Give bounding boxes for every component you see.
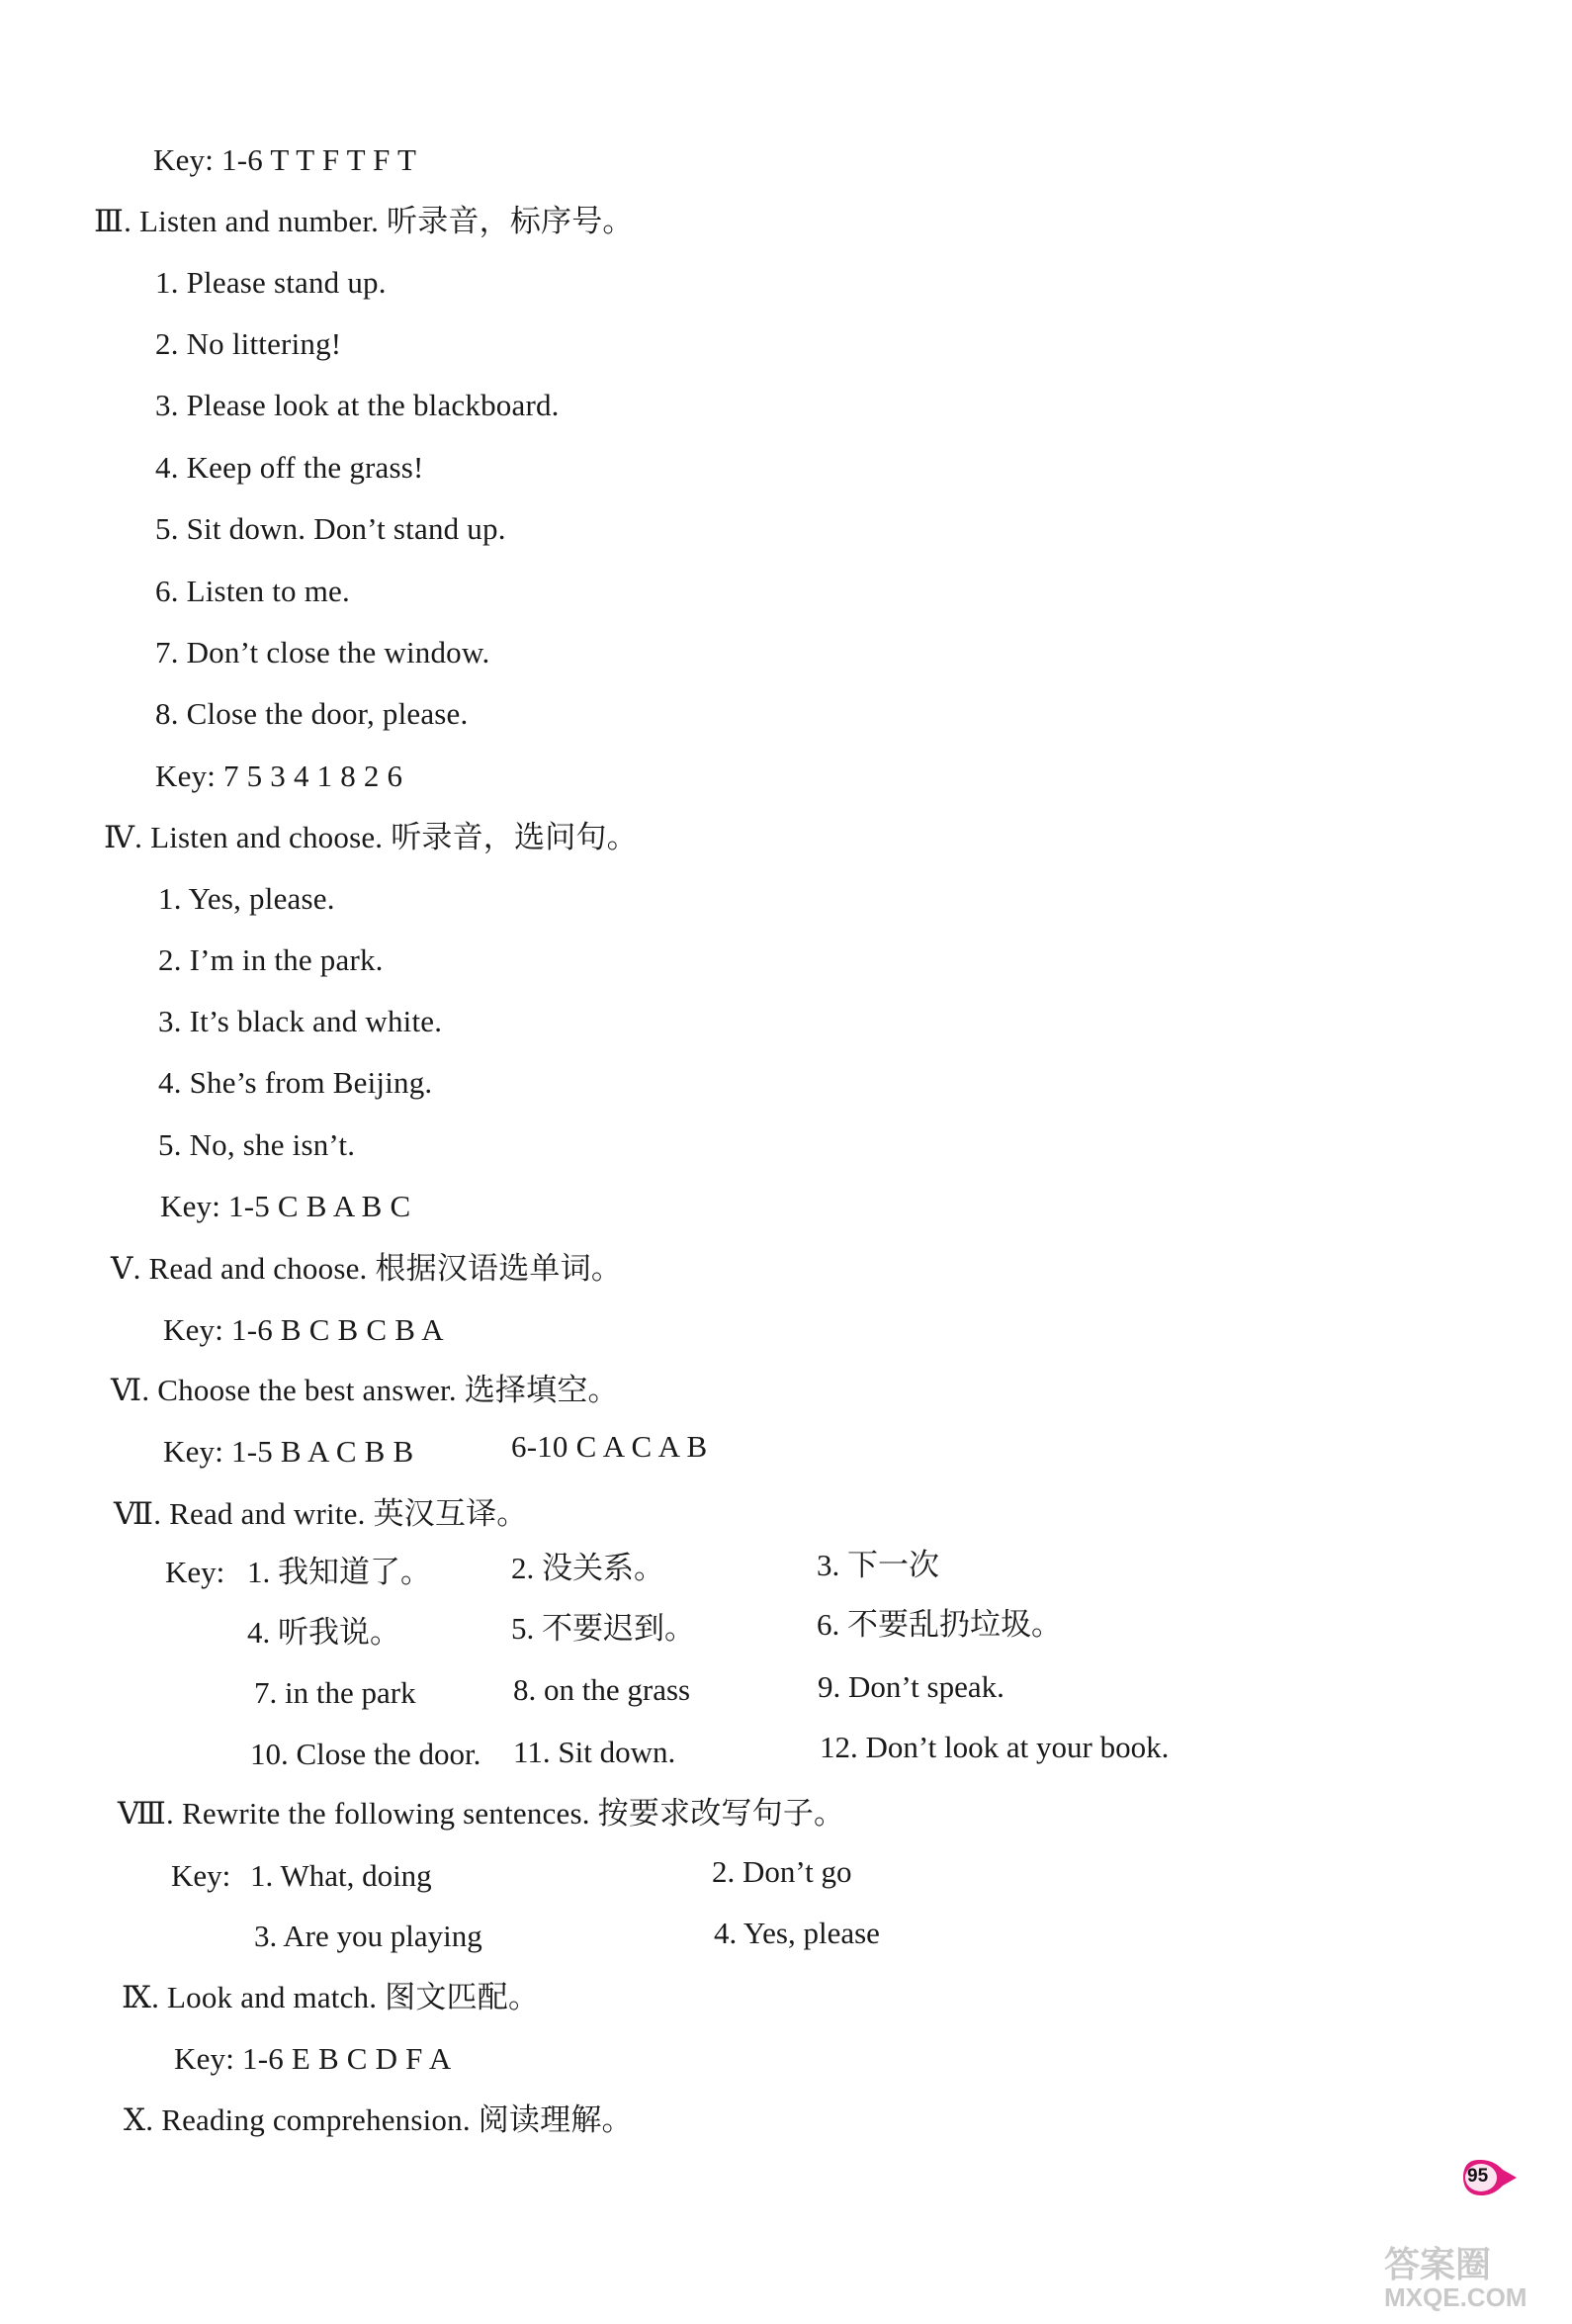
section-numeral: Ⅴ. — [111, 1251, 141, 1286]
list-item: 3. Please look at the blackboard. — [155, 388, 560, 422]
list-item: 6. Listen to me. — [155, 574, 350, 608]
list-item: 2. No littering! — [155, 326, 342, 361]
section-title: Reading comprehension. 阅读理解。 — [161, 2102, 633, 2137]
answer-3: 3. 下一次 — [817, 1548, 939, 1582]
key-iv: Key: 1-5 C B A B C — [160, 1189, 411, 1223]
key-ix: Key: 1-6 E B C D F A — [174, 2041, 452, 2076]
list-item: 4. Keep off the grass! — [155, 450, 424, 485]
section-numeral: Ⅶ. — [114, 1496, 162, 1531]
list-item: 1. Yes, please. — [158, 881, 335, 916]
answer-9: 9. Don’t speak. — [818, 1669, 1004, 1704]
page-number-badge — [1461, 2158, 1519, 2197]
section-iv-heading — [104, 818, 638, 857]
section-title: Read and choose. 根据汉语选单词。 — [148, 1251, 623, 1286]
list-item: 7. Don’t close the window. — [155, 635, 490, 670]
answer-10: 10. Close the door. — [250, 1737, 481, 1771]
section-viii-heading — [118, 1794, 844, 1833]
answer-7: 7. in the park — [254, 1675, 416, 1710]
answer-1: 1. 我知道了。 — [247, 1555, 431, 1589]
section-title: Rewrite the following sentences. 按要求改写句子。 — [181, 1796, 845, 1831]
section-v-heading — [111, 1249, 622, 1289]
section-numeral: Ⅷ. — [118, 1796, 174, 1831]
list-item: 1. Please stand up. — [155, 265, 387, 300]
section-title: Look and match. 图文匹配。 — [167, 1980, 540, 2014]
answer-4: 4. Yes, please — [714, 1916, 880, 1950]
key-label: Key: — [165, 1555, 225, 1589]
section-iii-heading — [94, 202, 634, 241]
answer-8: 8. on the grass — [513, 1672, 691, 1707]
section-vii-heading — [114, 1494, 527, 1534]
answer-2: 2. 没关系。 — [511, 1551, 664, 1585]
answer-4: 4. 听我说。 — [247, 1615, 400, 1650]
key-vi-a: Key: 1-5 B A C B B — [163, 1434, 414, 1469]
section-numeral: Ⅹ. — [124, 2102, 154, 2137]
section-x-heading — [124, 2101, 633, 2140]
watermark-logo: 答案圈 — [1384, 2244, 1492, 2284]
section-title: Choose the best answer. 选择填空。 — [157, 1373, 619, 1407]
section-numeral: Ⅳ. — [104, 820, 143, 854]
section-title: Read and write. 英汉互译。 — [169, 1496, 528, 1531]
answer-11: 11. Sit down. — [513, 1735, 676, 1769]
section-title: Listen and number. 听录音，标序号。 — [139, 204, 634, 238]
list-item: 3. It’s black and white. — [158, 1004, 443, 1038]
section-vi-heading — [111, 1371, 619, 1410]
page-number: 95 — [1467, 2166, 1489, 2187]
list-item: 5. Sit down. Don’t stand up. — [155, 511, 506, 546]
section-numeral: Ⅵ. — [111, 1373, 150, 1407]
answer-3: 3. Are you playing — [254, 1919, 482, 1953]
answer-6: 6. 不要乱扔垃圾。 — [817, 1607, 1062, 1642]
list-item: 8. Close the door, please. — [155, 696, 469, 731]
key-label: Key: — [171, 1858, 231, 1893]
list-item: 4. She’s from Beijing. — [158, 1065, 433, 1100]
key-vi-b: 6-10 C A C A B — [511, 1429, 708, 1464]
list-item: 2. I’m in the park. — [158, 942, 384, 977]
answer-1: 1. What, doing — [250, 1858, 432, 1893]
section-title: Listen and choose. 听录音，选问句。 — [150, 820, 638, 854]
section-numeral: Ⅸ. — [122, 1980, 160, 2014]
key-ii: Key: 1-6 T T F T F T — [153, 142, 417, 177]
section-numeral: Ⅲ. — [94, 204, 132, 238]
answer-5: 5. 不要迟到。 — [511, 1611, 695, 1646]
answer-2: 2. Don’t go — [712, 1854, 852, 1889]
section-ix-heading — [122, 1978, 539, 2017]
answer-12: 12. Don’t look at your book. — [820, 1730, 1170, 1764]
list-item: 5. No, she isn’t. — [158, 1127, 356, 1162]
key-v: Key: 1-6 B C B C B A — [163, 1312, 444, 1347]
key-iii: Key: 7 5 3 4 1 8 2 6 — [155, 759, 403, 793]
watermark-url: MXQE.COM — [1384, 2282, 1528, 2312]
